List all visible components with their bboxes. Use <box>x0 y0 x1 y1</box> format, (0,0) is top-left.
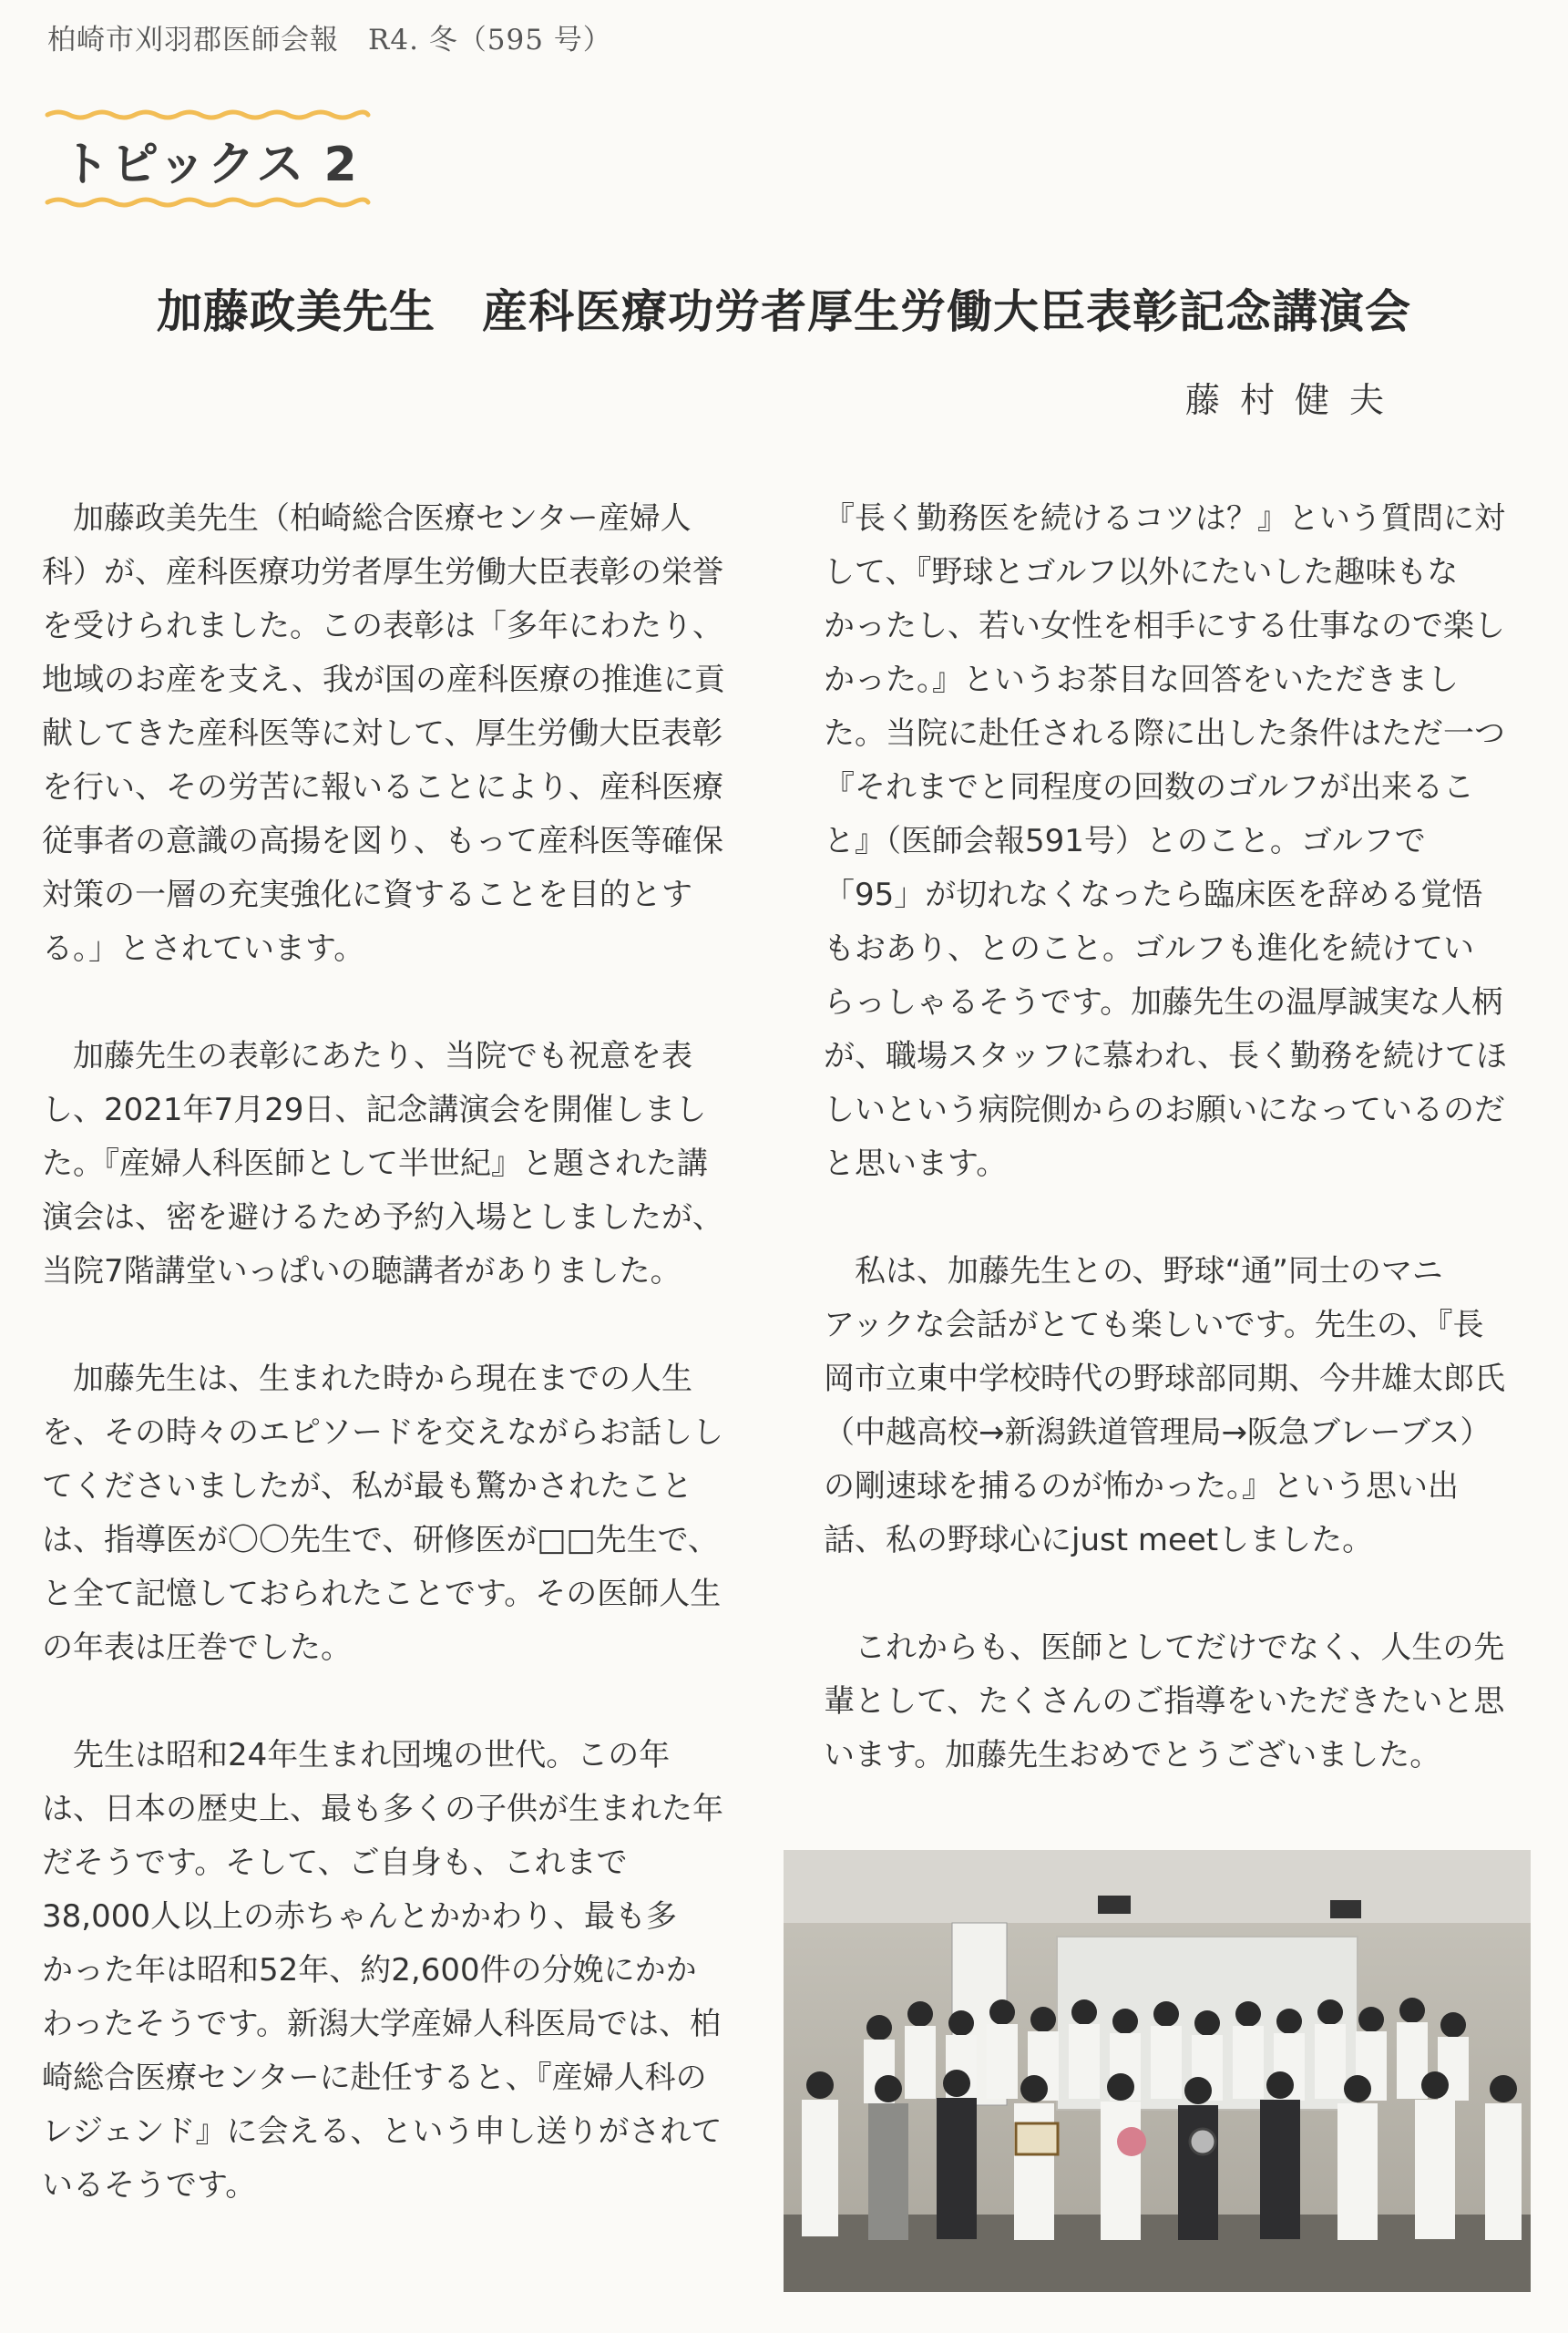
text-line: 岡市立東中学校時代の野球部同期、今井雄太郎氏 <box>824 1361 1505 1397</box>
text-line: の年表は圧巻でした。 <box>42 1629 352 1666</box>
text-line: 加藤政美先生（柏崎総合医療センター産婦人 <box>42 500 692 537</box>
text-line: います。加藤先生おめでとうございました。 <box>824 1737 1441 1773</box>
paragraph-gap <box>824 1191 1534 1245</box>
text-line: 科）が、産科医療功労者厚生労働大臣表彰の栄誉 <box>42 554 723 591</box>
topic-heading-box <box>44 109 372 208</box>
text-line: が、職場スタッフに慕われ、長く勤務を続けてほ <box>824 1038 1508 1074</box>
text-line: これからも、医師としてだけでなく、人生の先 <box>824 1629 1505 1666</box>
article-author: 藤村健夫 <box>1184 380 1404 420</box>
text-line: わったそうです。新潟大学産婦人科医局では、柏 <box>42 2006 721 2042</box>
text-line: は、日本の歴史上、最も多くの子供が生まれた年 <box>42 1791 723 1827</box>
group-photo <box>784 1850 1531 2292</box>
text-line: た。当院に赴任される際に出した条件はただ一つ <box>824 715 1505 752</box>
text-line: 献してきた産科医等に対して、厚生労働大臣表彰 <box>42 715 723 752</box>
text-line: と全て記憶しておられたことです。その医師人生 <box>42 1576 722 1612</box>
text-line: 加藤先生は、生まれた時から現在までの人生 <box>42 1361 692 1397</box>
text-line: 38,000人以上の赤ちゃんとかかわり、最も多 <box>42 1898 677 1935</box>
text-line: 対策の一層の充実強化に資することを目的とす <box>42 877 692 913</box>
text-line: を受けられました。この表彰は「多年にわたり、 <box>42 608 723 644</box>
text-line: と』（医師会報591号）とのこと。ゴルフで <box>824 823 1426 859</box>
text-line: を、その時々のエピソードを交えながらお話しし <box>42 1414 723 1451</box>
paragraph-gap <box>824 1567 1534 1621</box>
text-line: 地域のお産を支え、我が国の産科医療の推進に貢 <box>42 662 726 698</box>
text-line: 『長く勤務医を続けるコツは？』という質問に対 <box>824 500 1505 537</box>
text-line: 当院7階講堂いっぱいの聴講者がありました。 <box>42 1253 682 1290</box>
text-line: 私は、加藤先生との、野球“通”同士のマニ <box>824 1253 1443 1290</box>
paragraph-gap <box>42 1675 762 1729</box>
text-line: は、指導医が〇〇先生で、研修医が□□先生で、 <box>42 1522 719 1558</box>
right-column <box>824 492 1534 1783</box>
text-line: 加藤先生の表彰にあたり、当院でも祝意を表 <box>42 1038 692 1074</box>
text-line: 「95」が切れなくなったら臨床医を辞める覚悟 <box>824 877 1483 913</box>
left-column <box>42 492 762 2213</box>
text-line: 先生は昭和24年生まれ団塊の世代。この年 <box>42 1737 671 1773</box>
text-line: （中越高校→新潟鉄道管理局→阪急ブレーブス） <box>824 1414 1491 1451</box>
topic-label: トピックス 2 <box>62 138 359 192</box>
text-line: かったし、若い女性を相手にする仕事なので楽し <box>824 608 1505 644</box>
article-title: 加藤政美先生 産科医療功労者厚生労働大臣表彰記念講演会 <box>157 284 1411 338</box>
paragraph-gap <box>42 1299 762 1352</box>
text-line: を行い、その労苦に報いることにより、産科医療 <box>42 769 723 806</box>
paragraph-gap <box>42 976 762 1030</box>
text-line: し、2021年7月29日、記念講演会を開催しまし <box>42 1092 707 1128</box>
text-line: 『それまでと同程度の回数のゴルフが出来るこ <box>824 769 1474 806</box>
group-photo-image <box>784 1850 1531 2292</box>
text-line: た。『産婦人科医師として半世紀』と題された講 <box>42 1146 708 1182</box>
text-line: 輩として、たくさんのご指導をいただきたいと思 <box>824 1683 1505 1720</box>
text-line: もおあり、とのこと。ゴルフも進化を続けてい <box>824 930 1474 967</box>
text-line: かった。』というお茶目な回答をいただきまし <box>824 662 1459 698</box>
text-line: しいという病院側からのお願いになっているのだ <box>824 1092 1505 1128</box>
text-line: 話、私の野球心にjust meetしました。 <box>824 1522 1374 1558</box>
text-line: 従事者の意識の高揚を図り、もって産科医等確保 <box>42 823 723 859</box>
text-line: だそうです。そして、ご自身も、これまで <box>42 1845 628 1881</box>
text-line: と思います。 <box>824 1146 1008 1182</box>
journal-header: 柏崎市刈羽郡医師会報 R4. 冬（595 号） <box>47 24 612 57</box>
text-line: して、『野球とゴルフ以外にたいした趣味もな <box>824 554 1459 591</box>
text-line: 崎総合医療センターに赴任すると、『産婦人科の <box>42 2060 707 2096</box>
text-line: アックな会話がとても楽しいです。先生の、『長 <box>824 1307 1484 1343</box>
text-line: 演会は、密を避けるため予約入場としましたが、 <box>42 1199 723 1236</box>
text-line: てくださいましたが、私が最も驚かされたこと <box>42 1468 692 1505</box>
text-line: らっしゃるそうです。加藤先生の温厚誠実な人柄 <box>824 984 1503 1021</box>
text-line: いるそうです。 <box>42 2167 257 2204</box>
text-line: レジェンド』に会える、という申し送りがされて <box>42 2113 723 2150</box>
text-line: の剛速球を捕るのが怖かった。』という思い出 <box>824 1468 1459 1505</box>
text-line: る。」とされています。 <box>42 930 365 967</box>
text-line: かった年は昭和52年、約2,600件の分娩にかか <box>42 1952 697 1989</box>
